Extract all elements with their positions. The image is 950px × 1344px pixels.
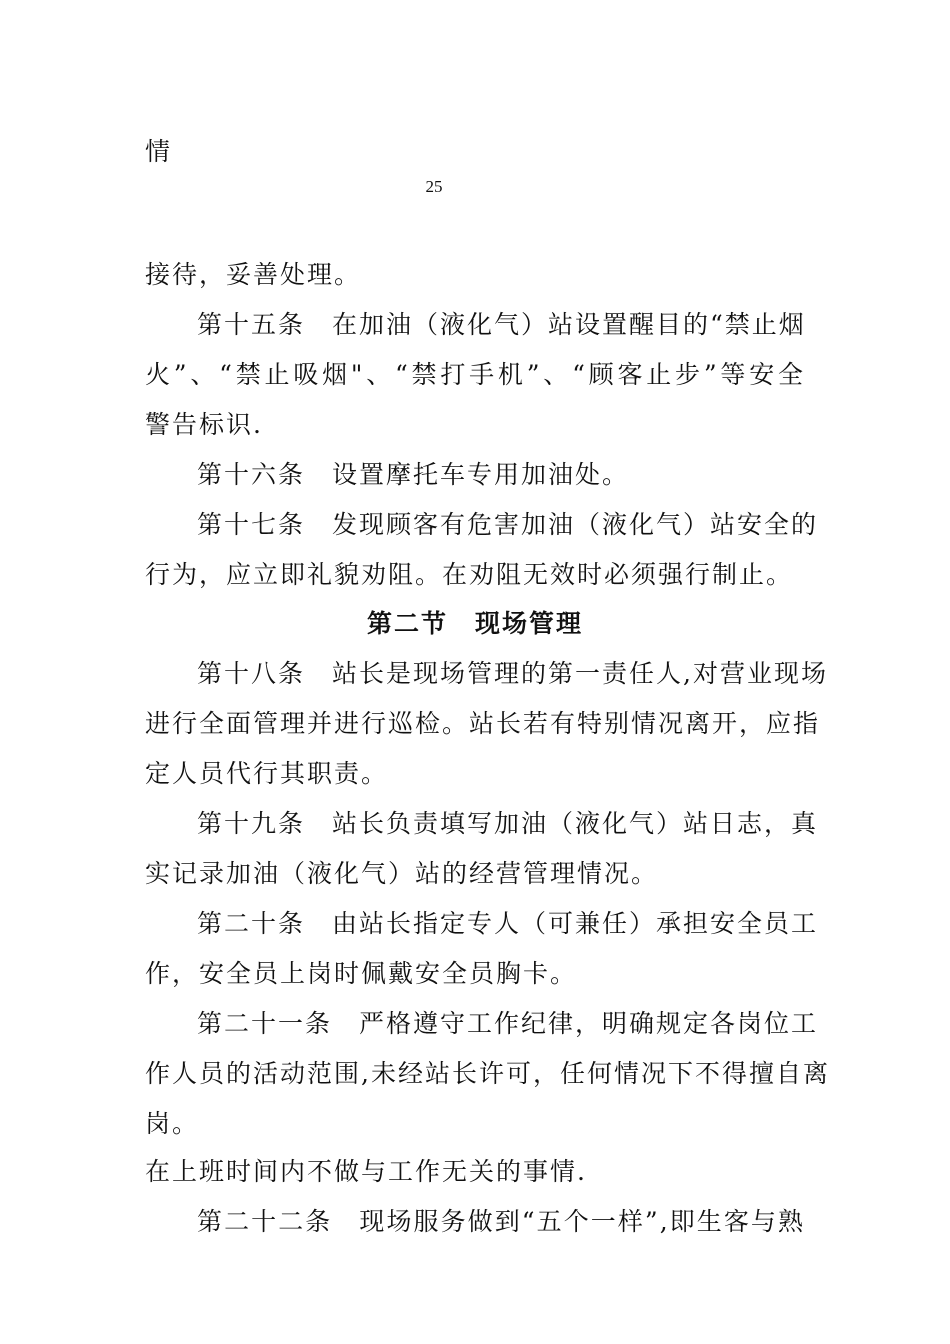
article-15-line-1: 第十五条 在加油（液化气）站设置醒目的“禁止烟 [197, 310, 806, 339]
page-number: 25 [425, 177, 443, 196]
article-17-line-1: 第十七条 发现顾客有危害加油（液化气）站安全的 [197, 510, 819, 539]
article-21-line-1: 第二十一条 严格遵守工作纪律，明确规定各岗位工 [197, 1009, 819, 1038]
text-line-fragment: 情 [145, 137, 173, 166]
article-19-line-2: 实记录加油（液化气）站的经营管理情况。 [145, 859, 659, 888]
article-22-line-1: 第二十二条 现场服务做到“五个一样”,即生客与熟 [197, 1207, 805, 1236]
text-line: 接待，妥善处理。 [145, 260, 362, 289]
section-heading: 第二节 现场管理 [366, 609, 583, 638]
article-15-line-3: 警告标识. [145, 410, 263, 439]
article-19-line-1: 第十九条 站长负责填写加油（液化气）站日志，真 [197, 809, 819, 838]
article-17-line-2: 行为，应立即礼貌劝阻。在劝阻无效时必须强行制止。 [145, 560, 794, 589]
article-20-line-1: 第二十条 由站长指定专人（可兼任）承担安全员工 [197, 909, 819, 938]
article-21-line-3: 岗。 [145, 1109, 200, 1138]
article-15-line-2: 火”、“禁止吸烟"、“禁打手机”、“顾客止步”等安全 [145, 360, 805, 389]
article-21-line-4: 在上班时间内不做与工作无关的事情. [145, 1157, 587, 1186]
article-18-line-3: 定人员代行其职责。 [145, 759, 389, 788]
article-18-line-2: 进行全面管理并进行巡检。站长若有特别情况离开，应指 [145, 709, 821, 738]
article-21-line-2: 作人员的活动范围,未经站长许可，任何情况下不得擅自离 [145, 1059, 830, 1088]
article-18-line-1: 第十八条 站长是现场管理的第一责任人,对营业现场 [197, 659, 828, 688]
article-20-line-2: 作，安全员上岗时佩戴安全员胸卡。 [145, 959, 578, 988]
article-16-line-1: 第十六条 设置摩托车专用加油处。 [197, 460, 630, 489]
